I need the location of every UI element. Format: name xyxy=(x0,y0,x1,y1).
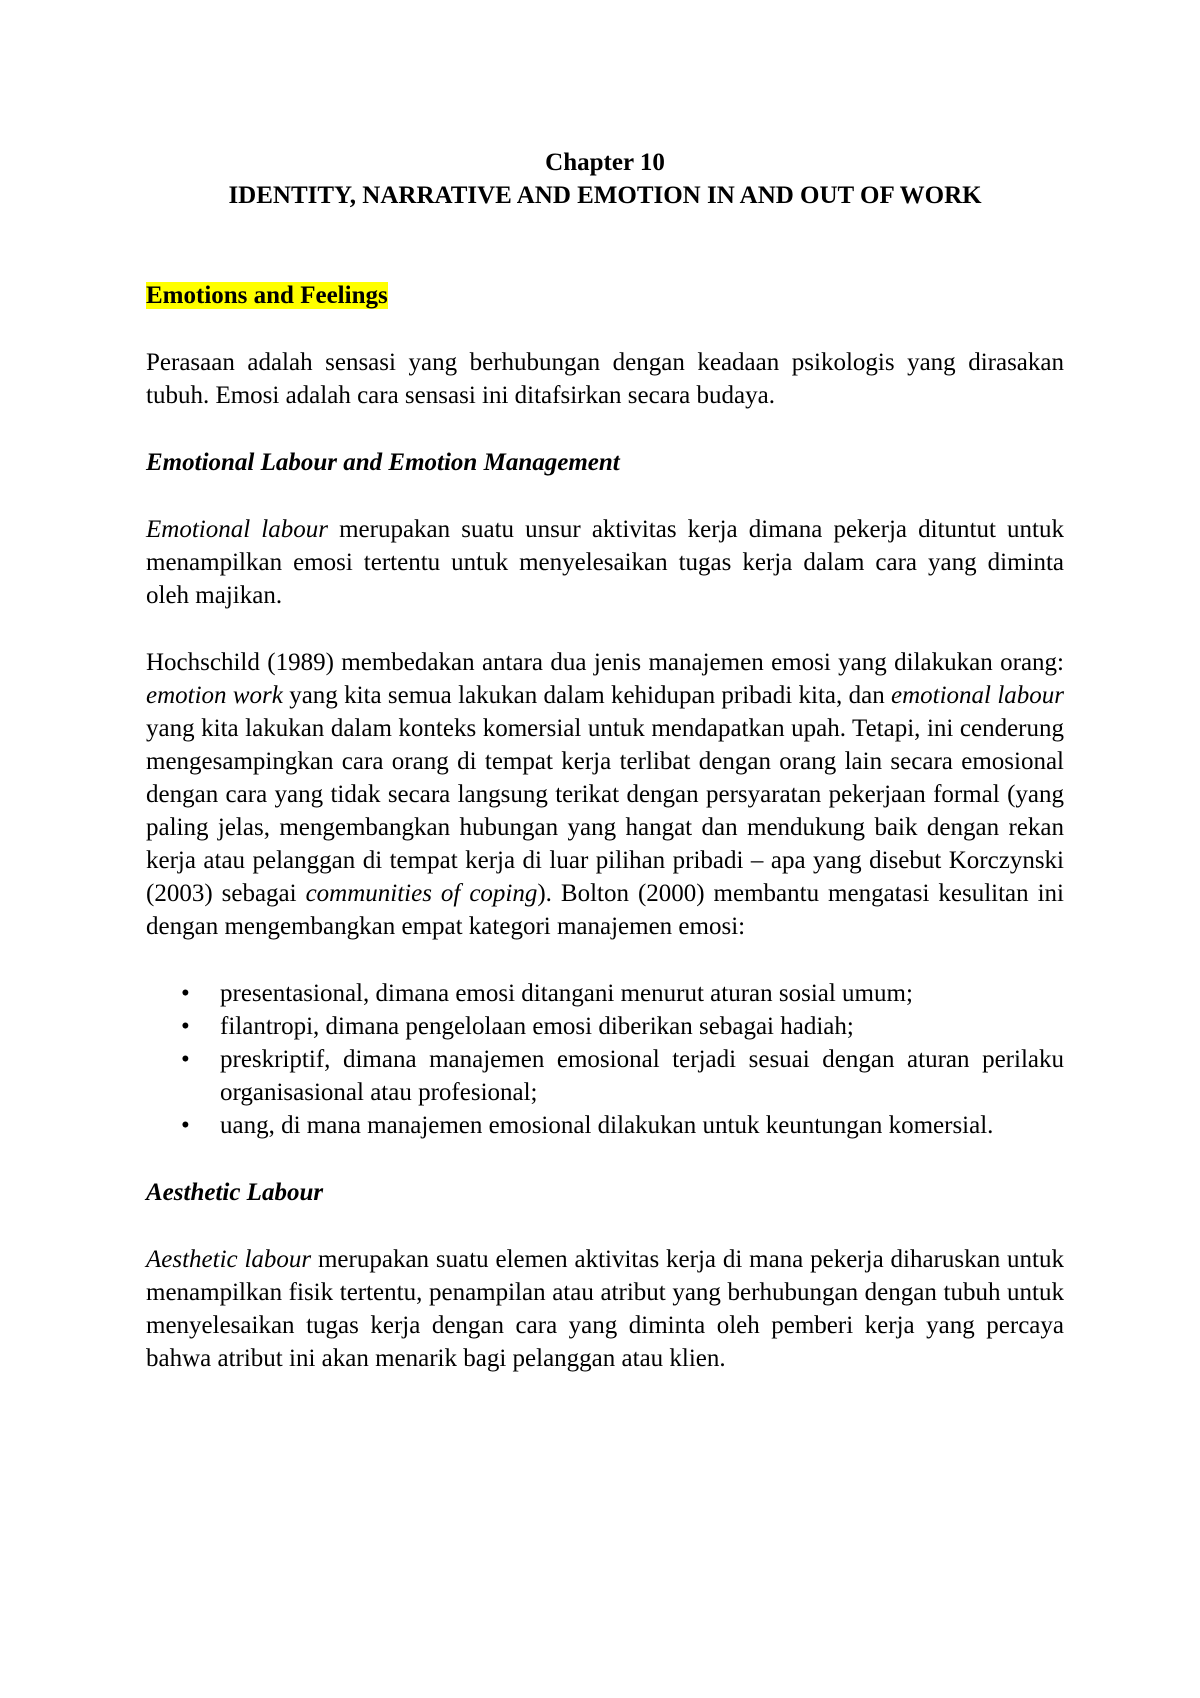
spacer xyxy=(146,1142,1064,1176)
spacer xyxy=(146,412,1064,446)
section-heading-aesthetic-labour: Aesthetic Labour xyxy=(146,1179,324,1206)
paragraph-text: yang kita lakukan dalam konteks komersial untuk mendapatkan upah. Tetapi, ini cenderung mengesampingkan cara orang di tempat kerja terlibat dengan orang lain secara emosional dengan cara yang tidak secara langsung terikat dengan persyaratan pekerjaan formal (yang paling jelas, mengembangkan hubungan yang hangat dan mendukung baik dengan rekan kerja atau pelanggan di tempat kerja di luar pilihan pribadi – apa yang disebut Korczynski (2003) sebagai xyxy=(146,715,1064,907)
emotion-management-categories-list xyxy=(146,977,1064,1142)
section-heading-emotional-labour: Emotional Labour and Emotion Management xyxy=(146,449,620,476)
list-item xyxy=(146,1010,1064,1043)
term-emotion-work: emotion work xyxy=(146,682,283,709)
list-item-text: presentasional, dimana emosi ditangani menurut aturan sosial umum; xyxy=(220,980,913,1007)
paragraph-text: Hochschild (1989) membedakan antara dua jenis manajemen emosi yang dilakukan orang: xyxy=(146,649,1064,676)
spacer xyxy=(146,612,1064,646)
paragraph-text: ). Bolton (2000) membantu mengatasi kesulitan ini dengan mengembangkan empat kategori manajemen emosi: xyxy=(146,880,1064,940)
list-item xyxy=(146,1043,1064,1109)
bullet-icon: • xyxy=(181,1046,190,1073)
paragraph-text: merupakan suatu elemen aktivitas kerja di mana pekerja diharuskan untuk menampilkan fisik tertentu, penampilan atau atribut yang berhubungan dengan tubuh untuk menyelesaikan tugas kerja dengan cara yang diminta oleh pemberi kerja yang percaya bahwa atribut ini akan menarik bagi pelanggan atau klien. xyxy=(146,1246,1064,1372)
paragraph-text: yang kita semua lakukan dalam kehidupan pribadi kita, dan xyxy=(282,682,892,709)
bullet-icon: • xyxy=(181,1013,190,1040)
list-item xyxy=(146,977,1064,1010)
chapter-title: IDENTITY, NARRATIVE AND EMOTION IN AND OUT OF WORK xyxy=(228,182,982,209)
bullet-icon: • xyxy=(181,1112,190,1139)
list-item-text: preskriptif, dimana manajemen emosional terjadi sesuai dengan aturan perilaku organisasional atau profesional; xyxy=(220,1046,1064,1106)
list-item-text: filantropi, dimana pengelolaan emosi diberikan sebagai hadiah; xyxy=(220,1013,854,1040)
paragraph-emotions-feelings: Perasaan adalah sensasi yang berhubungan dengan keadaan psikologis yang dirasakan tubuh. Emosi adalah cara sensasi ini ditafsirkan secara budaya. xyxy=(146,349,1064,409)
paragraph-hochschild xyxy=(146,646,1064,943)
term-emotional-labour: Emotional labour xyxy=(146,516,328,543)
spacer xyxy=(146,1209,1064,1243)
section-heading-emotions-feelings xyxy=(146,279,1064,312)
paragraph-aesthetic-labour-definition xyxy=(146,1243,1064,1375)
chapter-label: Chapter 10 xyxy=(545,149,665,176)
spacer xyxy=(146,943,1064,977)
bullet-icon: • xyxy=(181,980,190,1007)
term-communities-of-coping: communities of coping xyxy=(305,880,538,907)
term-emotional-labour: emotional labour xyxy=(891,682,1064,709)
document-content xyxy=(146,146,1064,1375)
spacer xyxy=(146,312,1064,346)
paragraph-emotional-labour-definition xyxy=(146,513,1064,612)
list-item-text: uang, di mana manajemen emosional dilakukan untuk keuntungan komersial. xyxy=(220,1112,994,1139)
paragraph-text: merupakan suatu unsur aktivitas kerja dimana pekerja dituntut untuk menampilkan emosi tertentu untuk menyelesaikan tugas kerja dalam cara yang diminta oleh majikan. xyxy=(146,516,1064,609)
list-item xyxy=(146,1109,1064,1142)
term-aesthetic-labour: Aesthetic labour xyxy=(146,1246,312,1273)
highlighted-heading-text: Emotions and Feelings xyxy=(146,282,388,309)
spacer xyxy=(146,212,1064,279)
spacer xyxy=(146,479,1064,513)
